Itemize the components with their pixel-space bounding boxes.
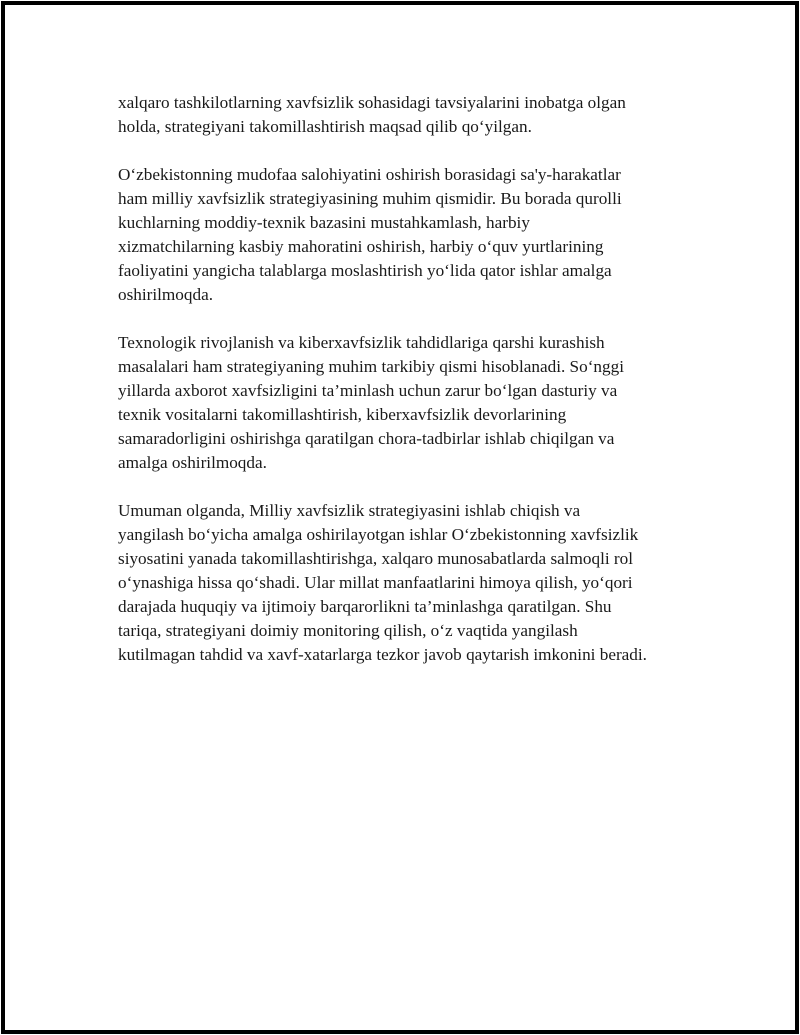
text-line: tariqa, strategiyani doimiy monitoring qilish, o‘z vaqtida yangilash	[118, 621, 578, 640]
text-line: xizmatchilarning kasbiy mahoratini oshirish, harbiy o‘quv yurtlarining	[118, 237, 604, 256]
text-line: O‘zbekistonning mudofaa salohiyatini oshirish borasidagi sa'y-harakatlar	[118, 165, 621, 184]
text-line: masalalari ham strategiyaning muhim tarkibiy qismi hisoblanadi. So‘nggi	[118, 357, 624, 376]
text-line: o‘ynashiga hissa qo‘shadi. Ular millat manfaatlarini himoya qilish, yo‘qori	[118, 573, 633, 592]
text-line: kuchlarning moddiy-texnik bazasini mustahkamlash, harbiy	[118, 213, 530, 232]
text-line: xalqaro tashkilotlarning xavfsizlik sohasidagi tavsiyalarini inobatga olgan	[118, 93, 626, 112]
text-line: ham milliy xavfsizlik strategiyasining muhim qismidir. Bu borada qurolli	[118, 189, 622, 208]
paragraph-2	[118, 163, 688, 307]
text-line: texnik vositalarni takomillashtirish, kiberxavfsizlik devorlarining	[118, 405, 567, 424]
document-body	[118, 91, 688, 691]
text-line: Texnologik rivojlanish va kiberxavfsizlik tahdidlariga qarshi kurashish	[118, 333, 605, 352]
text-line: samaradorligini oshirishga qaratilgan chora-tadbirlar ishlab chiqilgan va	[118, 429, 615, 448]
text-line: oshirilmoqda.	[118, 285, 214, 304]
text-line: kutilmagan tahdid va xavf-xatarlarga tezkor javob qaytarish imkonini beradi.	[118, 645, 647, 664]
paragraph-1	[118, 91, 688, 139]
text-line: darajada huquqiy va ijtimoiy barqarorlikni ta’minlashga qaratilgan. Shu	[118, 597, 612, 616]
text-line: holda, strategiyani takomillashtirish maqsad qilib qo‘yilgan.	[118, 117, 532, 136]
text-line: Umuman olganda, Milliy xavfsizlik strategiyasini ishlab chiqish va	[118, 501, 581, 520]
paragraph-4	[118, 499, 688, 667]
text-line: siyosatini yanada takomillashtirishga, xalqaro munosabatlarda salmoqli rol	[118, 549, 634, 568]
text-line: yangilash bo‘yicha amalga oshirilayotgan ishlar O‘zbekistonning xavfsizlik	[118, 525, 639, 544]
text-line: yillarda axborot xavfsizligini ta’minlash uchun zarur bo‘lgan dasturiy va	[118, 381, 618, 400]
text-line: faoliyatini yangicha talablarga moslashtirish yo‘lida qator ishlar amalga	[118, 261, 612, 280]
paragraph-3	[118, 331, 688, 475]
text-line: amalga oshirilmoqda.	[118, 453, 267, 472]
